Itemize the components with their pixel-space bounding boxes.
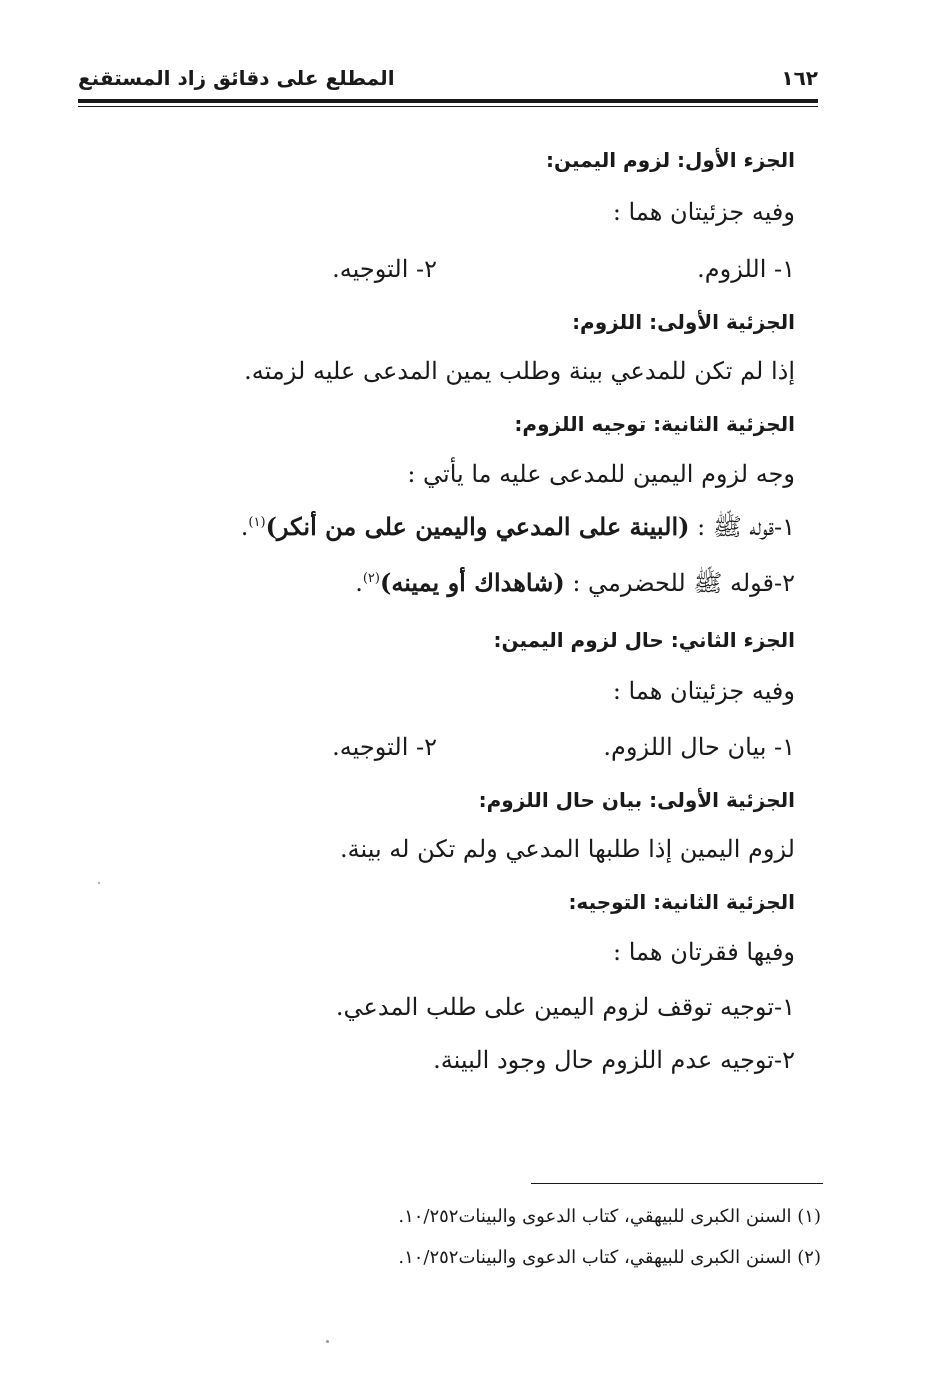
sub2-heading: الجزئية الثانية: توجيه اللزوم: bbox=[514, 412, 795, 436]
sub4-intro: وفيها فقرتان هما : bbox=[613, 938, 795, 966]
footnote-2: (٢) السنن الكبرى للبيهقي، كتاب الدعوى والبينات١٠/٢٥٢. bbox=[398, 1247, 821, 1268]
evidence-1-quote: (البينة على المدعي واليمين على من أنكر) bbox=[265, 512, 690, 541]
sub2-intro: وجه لزوم اليمين للمدعى عليه ما يأتي : bbox=[407, 460, 795, 488]
sub4-item-2: ٢-توجيه عدم اللزوم حال وجود البينة. bbox=[433, 1046, 795, 1074]
page-number: ١٦٢ bbox=[781, 66, 818, 90]
running-header bbox=[78, 66, 818, 100]
part1-item-1: ١- اللزوم. bbox=[697, 255, 795, 283]
evidence-2 bbox=[355, 568, 795, 603]
evidence-2-prefix: ٢-قوله ﷺ للحضرمي : bbox=[564, 569, 795, 597]
footnote-separator bbox=[531, 1183, 823, 1184]
part2-item-2: ٢- التوجيه. bbox=[332, 733, 437, 761]
header-rule-thick bbox=[78, 99, 818, 103]
part2-item-1: ١- بيان حال اللزوم. bbox=[603, 733, 795, 761]
scan-speck bbox=[98, 882, 100, 884]
evidence-1 bbox=[241, 512, 795, 547]
sub1-text: إذا لم تكن للمدعي بينة وطلب يمين المدعى عليه لزمته. bbox=[244, 357, 795, 385]
evidence-2-end: . bbox=[355, 569, 363, 597]
sub1-heading: الجزئية الأولى: اللزوم: bbox=[572, 310, 795, 334]
part1-intro: وفيه جزئيتان هما : bbox=[612, 198, 795, 226]
book-title: المطلع على دقائق زاد المستقنع bbox=[78, 66, 395, 90]
sub4-item-1: ١-توجيه توقف لزوم اليمين على طلب المدعي. bbox=[335, 993, 795, 1021]
sub3-heading: الجزئية الأولى: بيان حال اللزوم: bbox=[478, 788, 795, 812]
footnote-1: (١) السنن الكبرى للبيهقي، كتاب الدعوى والبينات١٠/٢٥٢. bbox=[398, 1206, 821, 1227]
sub3-text: لزوم اليمين إذا طلبها المدعي ولم تكن له بينة. bbox=[339, 835, 795, 863]
header-rule-thin bbox=[78, 106, 818, 107]
footnote-ref-1: (١) bbox=[248, 515, 266, 530]
part2-intro: وفيه جزئيتان هما : bbox=[612, 677, 795, 705]
evidence-1-prefix: ١-قوله ﷺ : bbox=[689, 513, 795, 541]
scan-speck bbox=[326, 1340, 329, 1343]
part1-item-2: ٢- التوجيه. bbox=[332, 255, 437, 283]
evidence-1-end: . bbox=[240, 513, 249, 541]
part2-heading: الجزء الثاني: حال لزوم اليمين: bbox=[493, 628, 795, 652]
footnote-ref-2: (٢) bbox=[362, 571, 380, 586]
sub4-heading: الجزئية الثانية: التوجيه: bbox=[568, 890, 795, 914]
part1-heading: الجزء الأول: لزوم اليمين: bbox=[545, 148, 795, 172]
evidence-2-quote: (شاهداك أو يمينه) bbox=[379, 568, 565, 597]
